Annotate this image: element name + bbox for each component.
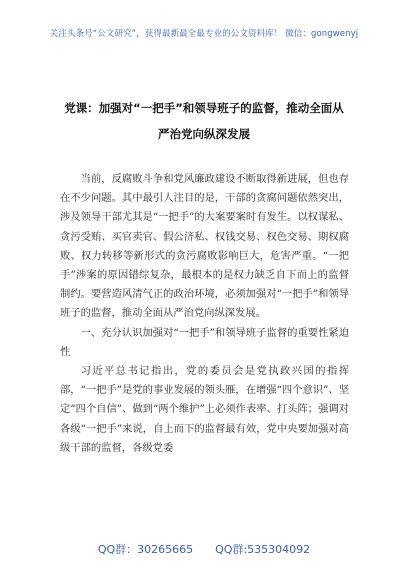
body-paragraph-intro: 当前，反腐败斗争和党风廉政建设不断取得新进展，但也存在不少问题。其中最引人注目的是，干部的贪腐问题依然突出，涉及领导干部尤其是“一把手”的大案要案时有发生。以权谋私、贪污受贿、买官卖官、假公济私、权钱交易、权色交易、期权腐败、权力转移等新形式的贪污腐败影响巨大，危害严重。“一把手”涉案的原因错综复杂，最根本的是权力缺乏自下而上的监督制约。要营造风清气正的政治环境，必须加强对“一把手”和领导班子的监督，推动全面从严治党向纵深发展。 bbox=[60, 173, 349, 320]
footer-contact bbox=[0, 541, 408, 557]
document-title-line-1: 党课：加强对“一把手”和领导班子的监督，推动全面从 bbox=[64, 101, 344, 115]
footer-qq-group-1: QQ群：30265665 bbox=[97, 543, 194, 556]
document-body bbox=[60, 170, 349, 458]
body-paragraph-section-1: 习近平总书记指出，党的委员会是党执政兴国的指挥部，“一把手”是党的事业发展的领头雁，在增强“四个意识”、坚定“四个自信”、做到“两个维护”上必须作表率、打头阵；强调对各级“一把手”来说，自上而下的监督最有效，党中央要加强对高级干部的监督，各级党委 bbox=[60, 365, 349, 454]
header-promo-note: 关注头条号“公文研究”，获得最新最全最专业的公文资料库！ 微信：gongwenyj bbox=[49, 29, 359, 39]
section-heading-1: 一、充分认识加强对“一把手”和领导班子监督的重要性紧迫性 bbox=[60, 326, 349, 358]
document-title-line-2: 严治党向纵深发展 bbox=[158, 127, 250, 141]
footer-qq-group-2: QQ群:535304092 bbox=[215, 543, 311, 556]
